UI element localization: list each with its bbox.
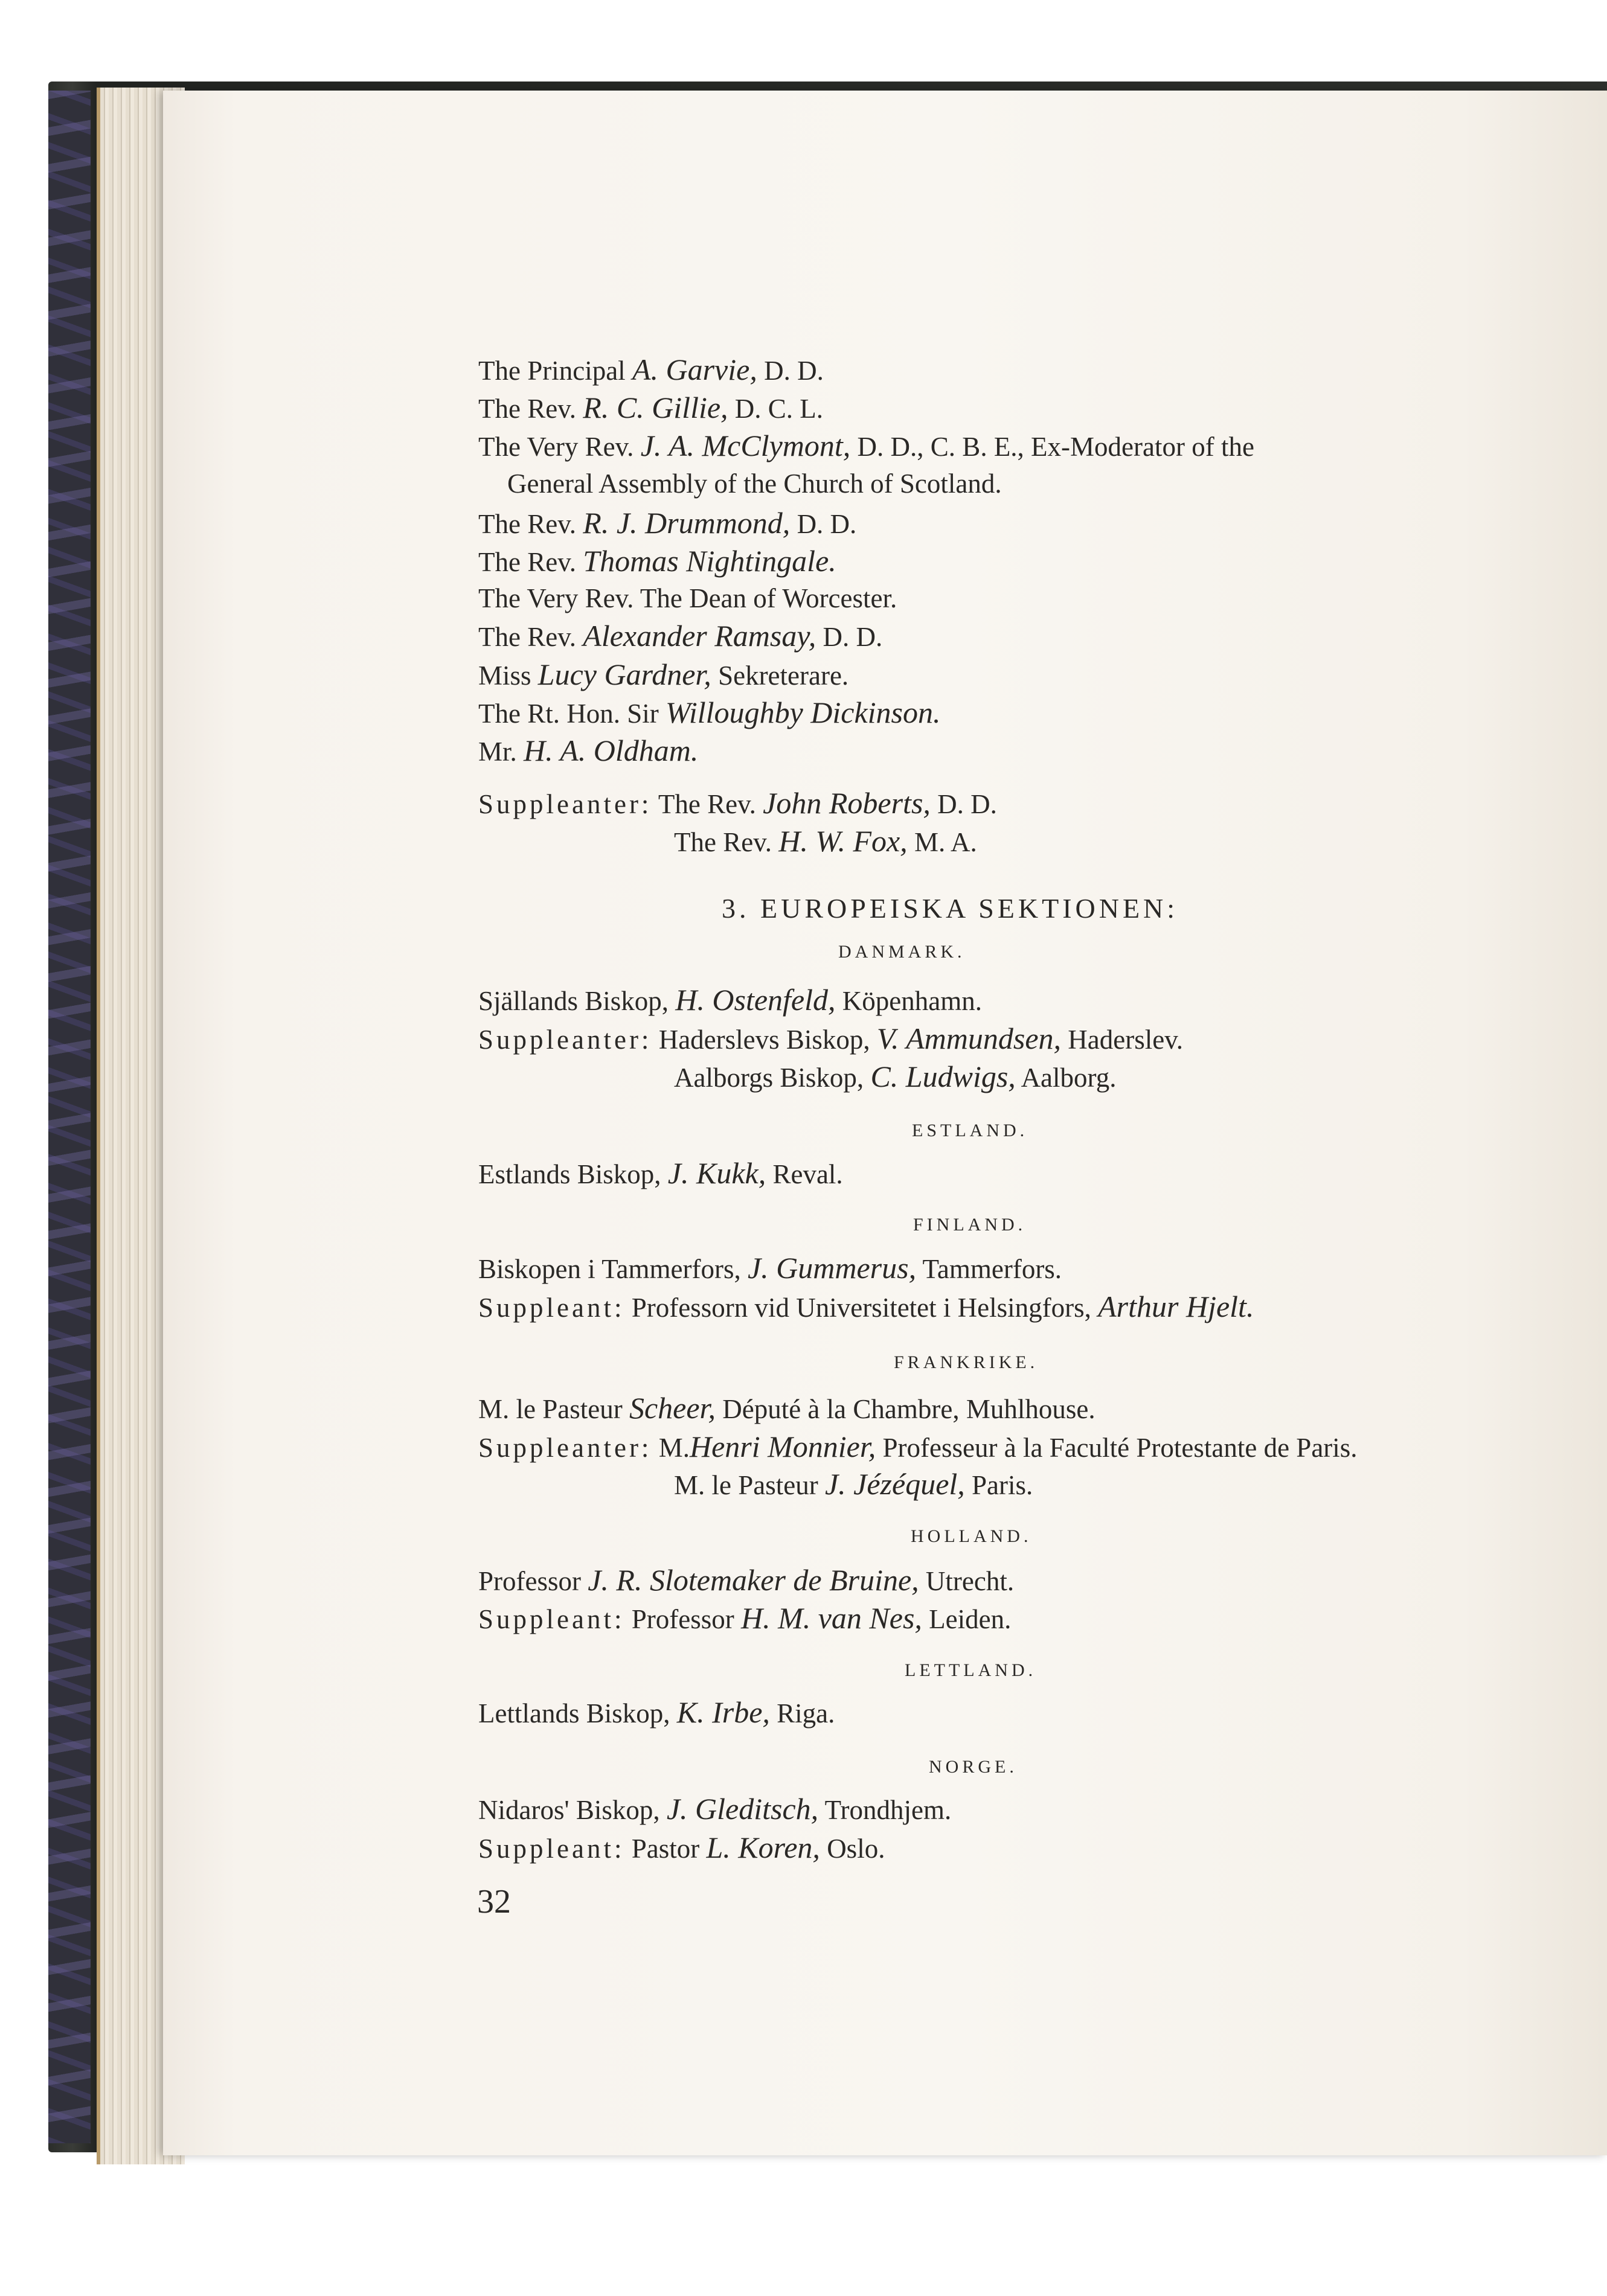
country-heading: FRANKRIKE. (894, 1352, 1039, 1372)
entry-line: Suppleant: Pastor L. Koren, Oslo. (478, 1831, 885, 1864)
country-heading: FINLAND. (913, 1215, 1027, 1235)
member-line: Mr. H. A. Oldham. (478, 734, 699, 767)
book-page (163, 91, 1607, 2155)
entry-line: Suppleanter: Haderslevs Biskop, V. Ammundsen, Haderslev. (478, 1022, 1184, 1055)
entry-line: Professor J. R. Slotemaker de Bruine, Utrecht. (478, 1563, 1015, 1597)
member-line: The Very Rev. J. A. McClymont, D. D., C. B. E., Ex-Moderator of the (478, 429, 1254, 462)
page-number: 32 (477, 1883, 511, 1920)
member-line: Miss Lucy Gardner, Sekreterare. (478, 657, 849, 691)
member-line: The Rev. Alexander Ramsay, D. D. (478, 619, 883, 653)
country-heading: HOLLAND. (911, 1526, 1032, 1546)
entry-line: M. le Pasteur Scheer, Député à la Chambre, Muhlhouse. (478, 1391, 1095, 1425)
entry-line: Suppleant: Professor H. M. van Nes, Leiden. (478, 1601, 1012, 1635)
entry-line: Estlands Biskop, J. Kukk, Reval. (478, 1156, 843, 1190)
member-line: The Very Rev. The Dean of Worcester. (478, 583, 897, 613)
country-heading: LETTLAND. (905, 1660, 1037, 1680)
member-line: The Rev. R. C. Gillie, D. C. L. (478, 391, 824, 424)
marbled-cover-edge (48, 91, 91, 2143)
country-heading: ESTLAND. (912, 1121, 1028, 1140)
section-title: 3. EUROPEISKA SEKTIONEN: (722, 893, 1179, 924)
entry-line: M. le Pasteur J. Jézéquel, Paris. (674, 1467, 1033, 1501)
entry-line: Nidaros' Biskop, J. Gleditsch, Trondhjem. (478, 1792, 952, 1826)
country-heading: DANMARK. (838, 942, 966, 962)
member-line: The Principal A. Garvie, D. D. (478, 353, 824, 386)
member-line: The Rev. Thomas Nightingale. (478, 544, 836, 578)
entry-line: Själlands Biskop, H. Ostenfeld, Köpenhamn. (478, 983, 982, 1017)
member-line-continuation: General Assembly of the Church of Scotland. (507, 468, 1002, 499)
entry-line: Suppleant: Professorn vid Universitetet i Helsingfors, Arthur Hjelt. (478, 1290, 1254, 1323)
country-heading: NORGE. (929, 1757, 1018, 1777)
substitute-line: Suppleanter: The Rev. John Roberts, D. D. (478, 786, 997, 820)
entry-line: Aalborgs Biskop, C. Ludwigs, Aalborg. (674, 1060, 1117, 1093)
entry-line: Suppleanter: M.Henri Monnier, Professeur à la Faculté Protestante de Paris. (478, 1430, 1358, 1463)
member-line: The Rev. R. J. Drummond, D. D. (478, 506, 857, 540)
substitute-line: The Rev. H. W. Fox, M. A. (674, 824, 977, 858)
entry-line: Biskopen i Tammerfors, J. Gummerus, Tammerfors. (478, 1251, 1062, 1285)
entry-line: Lettlands Biskop, K. Irbe, Riga. (478, 1695, 835, 1729)
member-line: The Rt. Hon. Sir Willoughby Dickinson. (478, 696, 941, 729)
